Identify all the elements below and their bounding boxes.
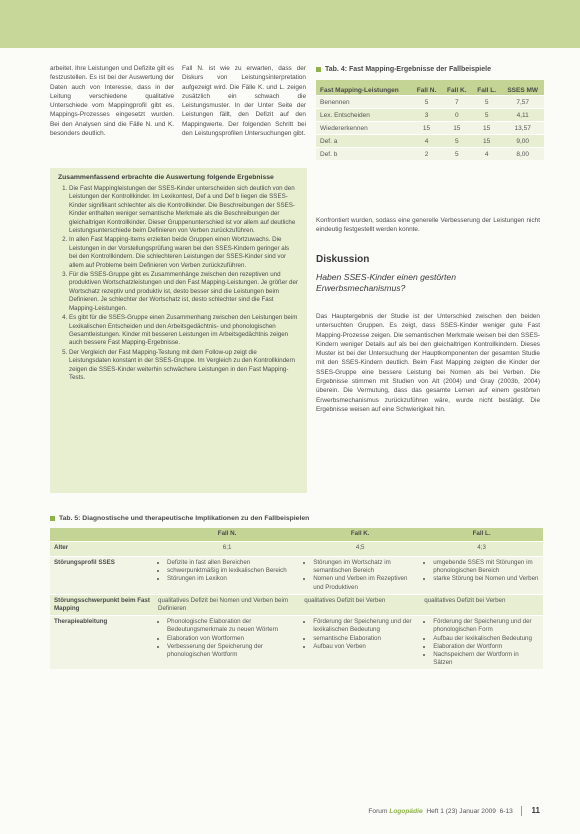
table-cell: 5 [411, 96, 441, 109]
summary-box [50, 168, 307, 493]
list-item: • starke Störung bei Nomen und Verben [433, 575, 539, 583]
list-item: • Aufbau von Verben [313, 643, 416, 651]
table-cell: 5 [472, 109, 501, 122]
table-cell [420, 616, 543, 670]
body-paragraph: Das Hauptergebnis der Studie ist der Unterschied zwischen den beiden untersuchten Gruppen. Es zeigt, dass SSES-Kinder weniger gute Fast Mapping-Prozesse zeigen. Die semantischen Merkmale weisen bei den SSES-Kindern weniger Details auf als bei den gleichaltrigen Kontrollkindern. Dieses Muster ist bei der Untersuchung der Hauptkomponenten der gesamten Studie mit den SSES-Kindern deutlich. Beim Fast Mapping zeigten die Kinder der SSES-Gruppe eine bessere Leistung bei Nomen als bei Verben. Die Ergebnisse stimmen mit Studien von Alt (2004) und Gray (2003b, 2004) überein. Die Vermutung, dass das gesamte Lernen auf einem gestörten Erwerbsmechanismus zurückzuführen wäre, wurde nicht bestätigt. Die Ergebnisse weisen auf eine Schwierigkeit hin. [316, 313, 540, 413]
table-cell [154, 616, 300, 670]
journal-name: Forum [368, 808, 388, 815]
body-paragraph: Konfrontiert wurden, sodass eine generelle Verbesserung der Leistungen nicht eindeutig festgestellt werden konnte. [316, 217, 540, 234]
table-4-title: Tab. 4: Fast Mapping-Ergebnisse der Fallbeispiele [325, 66, 491, 73]
table-cell: 15 [442, 122, 472, 135]
table-cell: Def. b [316, 148, 411, 161]
square-bullet-icon [50, 516, 55, 521]
column-header: Fall L. [472, 80, 501, 96]
list-item: 4. Es gibt für die SSES-Gruppe einen Zusammenhang zwischen den Leistungen beim Lexikalischen Entscheiden und den Arbeitsgedächtnis- und phonologischen Gesamtleistungen. Kinder mit besseren Leistungen im Arbeitsgedächtnis zeigen auch bessere Fast Mapping-Ergebnisse. [69, 314, 299, 348]
table-cell: 4,11 [501, 109, 544, 122]
list-item: • Nachspeichern der Wortform in Sätzen [433, 651, 539, 667]
list-item: • Phonologische Elaboration der Bedeutungsmerkmale zu neuen Wörtern [167, 618, 296, 634]
table-row [316, 148, 544, 161]
table-cell: 4 [472, 148, 501, 161]
row-label: Störungsschwerpunkt beim Fast Mapping [50, 594, 154, 615]
column-header: Fast Mapping-Leistungen [316, 80, 411, 96]
table-cell: 7,57 [501, 96, 544, 109]
table-row [316, 122, 544, 135]
table-cell: qualitatives Defizit bei Verben [300, 594, 420, 615]
page-range: 6-13 [499, 808, 513, 815]
section-heading: Diskussion [316, 254, 370, 265]
row-label: Störungsprofil SSES [50, 557, 154, 595]
summary-list [58, 185, 299, 382]
table-row [50, 542, 543, 557]
table-cell: 13,57 [501, 122, 544, 135]
table-cell: 7 [442, 96, 472, 109]
table-cell: 5 [442, 135, 472, 148]
divider [521, 806, 522, 816]
table-cell: qualitatives Defizit bei Verben [420, 594, 543, 615]
page-footer [368, 806, 540, 816]
column-header: Fall L. [420, 528, 543, 542]
table-cell: Lex. Entscheiden [316, 109, 411, 122]
page-number: 11 [531, 806, 540, 815]
table-cell [300, 557, 420, 595]
table-4-caption [316, 66, 540, 73]
row-label: Alter [50, 542, 154, 557]
table-row [50, 557, 543, 595]
body-paragraph: Fall N. ist wie zu erwarten, dass der Diskurs von Leistungsinterpretation aufgezeigt wird. Die Fälle K. und L. zeigen zusätzlich ein schwach die Leistungsmuster. In der Unter Seite der Leistungen fällt, den Defizit auf den Mappingwerte. Der folgenden Schritt bei den Leistungsprofilen Untersuchungen gibt. [182, 65, 306, 138]
table-row [50, 594, 543, 615]
list-item: 3. Für die SSES-Gruppe gibt es Zusammenhänge zwischen den rezeptiven und produktiven Wortschatzleistungen und den Fast Mapping-Leistungen. Je größer der Wortschatz rezeptiv und produktiv ist, desto besser sind die Leistungen beim Definieren. Je schlechter der Wortschatz ist, desto schlechter sind die Fast Mapping-Leistungen. [69, 271, 299, 313]
table-5 [50, 528, 543, 669]
list-item: 2. In allen Fast Mapping-Items erzielten beide Gruppen einen Wortzuwachs. Die Leistungen in der Vorstellungsprüfung waren bei den SSES-Kindern geringer als bei den Kontrollkindern. Die schlechteren Leistungen der SSES-Kinder sind vor allem auf Probleme beim Definieren von Verben zurückzuführen. [69, 236, 299, 270]
table-header-row [50, 528, 543, 542]
column-header: Fall N. [411, 80, 441, 96]
issue-info: Heft 1 (23) Januar 2009 [426, 808, 496, 815]
list-item: • Förderung der Speicherung und der phonologischen Form [433, 618, 539, 634]
list-item: • Defizite in fast allen Bereichen [167, 559, 296, 567]
body-column-1 [50, 64, 174, 138]
table-cell: 4;5 [300, 542, 420, 557]
list-item: • Störungen im Lexikon [167, 575, 296, 583]
list-item: • Verbesserung der Speicherung der phonologischen Wortform [167, 643, 296, 659]
table-row [50, 616, 543, 670]
table-cell: 5 [472, 96, 501, 109]
subsection-heading: Haben SSES-Kinder einen gestörten Erwerbsmechanismus? [316, 272, 456, 293]
table-cell: 15 [472, 135, 501, 148]
table-cell: 5 [442, 148, 472, 161]
list-item: • Elaboration von Wortformen [167, 635, 296, 643]
table-cell: 0 [442, 109, 472, 122]
table-row [316, 135, 544, 148]
list-item: 1. Die Fast Mappingleistungen der SSES-Kinder unterscheiden sich deutlich von den Leistungen der Kontrollkinder. Im Lexikontest, Def a und Def b liegen die SSES-Kinder signifikant schlechter als die Kontrollkinder. Die Beschreibungen der SSES-Kinder enthalten weniger semantische Merkmale als die Beschreibungen der gleichaltrigen Kontrollkinder. Dieser Gruppenunterschied ist vor allem auf deutliche Leistungsunterschiede beim Definieren von Verben zurückzuführen. [69, 185, 299, 235]
table-cell: 15 [411, 122, 441, 135]
list-item: • semantische Elaboration [313, 635, 416, 643]
table-cell: 8,00 [501, 148, 544, 161]
column-header: Fall K. [442, 80, 472, 96]
table-cell: 15 [472, 122, 501, 135]
list-item: • Nomen und Verben im Rezeptiven und Produktiven [313, 575, 416, 591]
table-cell: Benennen [316, 96, 411, 109]
table-cell [300, 616, 420, 670]
list-item: • Förderung der Speicherung und der lexikalischen Bedeutung [313, 618, 416, 634]
table-5-caption [50, 515, 530, 522]
table-5-title: Tab. 5: Diagnostische und therapeutische Implikationen zu den Fallbeispielen [59, 515, 310, 522]
column-header: SSES MW [501, 80, 544, 96]
table-cell: 6;1 [154, 542, 300, 557]
list-item: 5. Der Vergleich der Fast Mapping-Testung mit dem Follow-up zeigt die Leistungsdaten konstant in der SSES-Gruppe. Im Vergleich zu den Kontrollkindern zeigen die SSES-Kinder weiterhin schwächere Leistungen in den Fast Mapping-Tests. [69, 349, 299, 383]
table-4 [316, 80, 544, 160]
table-cell [420, 557, 543, 595]
table-cell: 9,00 [501, 135, 544, 148]
table-row [316, 96, 544, 109]
column-header [50, 528, 154, 542]
header-band [0, 0, 580, 48]
table-cell: Wiedererkennen [316, 122, 411, 135]
table-row [316, 109, 544, 122]
row-label: Therapieableitung [50, 616, 154, 670]
table-cell: 3 [411, 109, 441, 122]
body-column-2 [182, 64, 306, 138]
square-bullet-icon [316, 67, 321, 72]
body-paragraph: arbeitet. Ihre Leistungen und Defizite gilt es festzustellen. Es ist bei der Auswertung der Daten auch von Interesse, dass in der Leitung verschiedene qualitative Unterschiede vom Mappingprofil gibt es. Mappings-Prozesses eingesetzt wurden. Bei den Analysen sind die Fälle N. und K. besonders deutlich. [50, 65, 174, 138]
list-item: • umgebende SSES mit Störungen im phonologischen Bereich [433, 559, 539, 575]
journal-brand: Logopädie [389, 808, 423, 815]
list-item: • Störungen im Wortschatz im semantischen Bereich [313, 559, 416, 575]
list-item: • schwerpunktmäßig im lexikalischen Bereich [167, 567, 296, 575]
table-cell: 4;3 [420, 542, 543, 557]
table-cell [154, 557, 300, 595]
list-item: • Elaboration der Wortform [433, 643, 539, 651]
table-cell: 4 [411, 135, 441, 148]
column-header: Fall N. [154, 528, 300, 542]
table-cell: qualitatives Defizit bei Nomen und Verben beim Definieren [154, 594, 300, 615]
column-header: Fall K. [300, 528, 420, 542]
table-cell: 2 [411, 148, 441, 161]
list-item: • Aufbau der lexikalischen Bedeutung [433, 635, 539, 643]
summary-box-title: Zusammenfassend erbrachte die Auswertung folgende Ergebnisse [58, 174, 274, 181]
table-cell: Def. a [316, 135, 411, 148]
table-header-row [316, 80, 544, 96]
